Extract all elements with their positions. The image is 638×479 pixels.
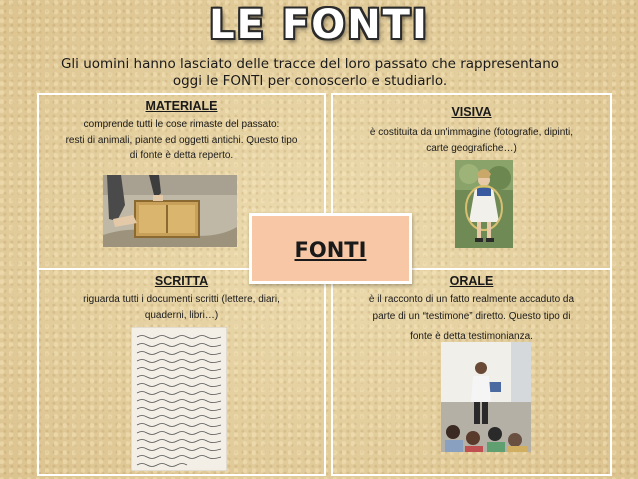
orale-title: ORALE (449, 274, 494, 288)
page-subtitle (40, 56, 580, 90)
orale-description (333, 292, 610, 346)
subtitle-line-2: oggi le FONTI per conoscerlo e studiarlo. (172, 73, 448, 89)
materiale-description (39, 117, 324, 164)
panel-scritta (37, 268, 326, 476)
visiva-line-1: è costituita da un'immagine (fotografie, dipinti, (369, 127, 574, 138)
excavation-photo (103, 175, 237, 247)
page-title: LE FONTI (209, 2, 429, 48)
orale-line-2: parte di un “testimone” diretto. Questo tipo di (372, 310, 571, 322)
center-fonti-box (249, 213, 412, 284)
scritta-line-2: quaderni, libri…) (144, 309, 219, 321)
materiale-line-3: di fonte è detta reperto. (129, 150, 234, 161)
center-fonti-label: FONTI (294, 238, 367, 262)
materiale-line-2: resti di animali, piante ed oggetti antichi. Questo tipo (65, 134, 298, 146)
orale-line-1: è il racconto di un fatto realmente accaduto da (368, 294, 575, 305)
orale-line-3: fonte è detta testimonianza. (410, 331, 533, 342)
panel-orale (331, 268, 612, 476)
painting-image (455, 160, 513, 248)
scritta-line-1: riguarda tutti i documenti scritti (lettere, diari, (83, 294, 280, 305)
classroom-photo (441, 342, 531, 452)
visiva-description (333, 125, 610, 156)
materiale-line-1: comprende tutti le cose rimaste del passato: (83, 119, 280, 130)
visiva-title: VISIVA (451, 105, 492, 119)
materiale-title: MATERIALE (145, 99, 218, 113)
handwritten-document-image (131, 327, 227, 471)
scritta-description (39, 292, 324, 323)
scritta-title: SCRITTA (154, 274, 209, 288)
visiva-line-2: carte geografiche…) (426, 142, 517, 154)
subtitle-line-1: Gli uomini hanno lasciato delle tracce del loro passato che rappresentano (60, 56, 560, 72)
